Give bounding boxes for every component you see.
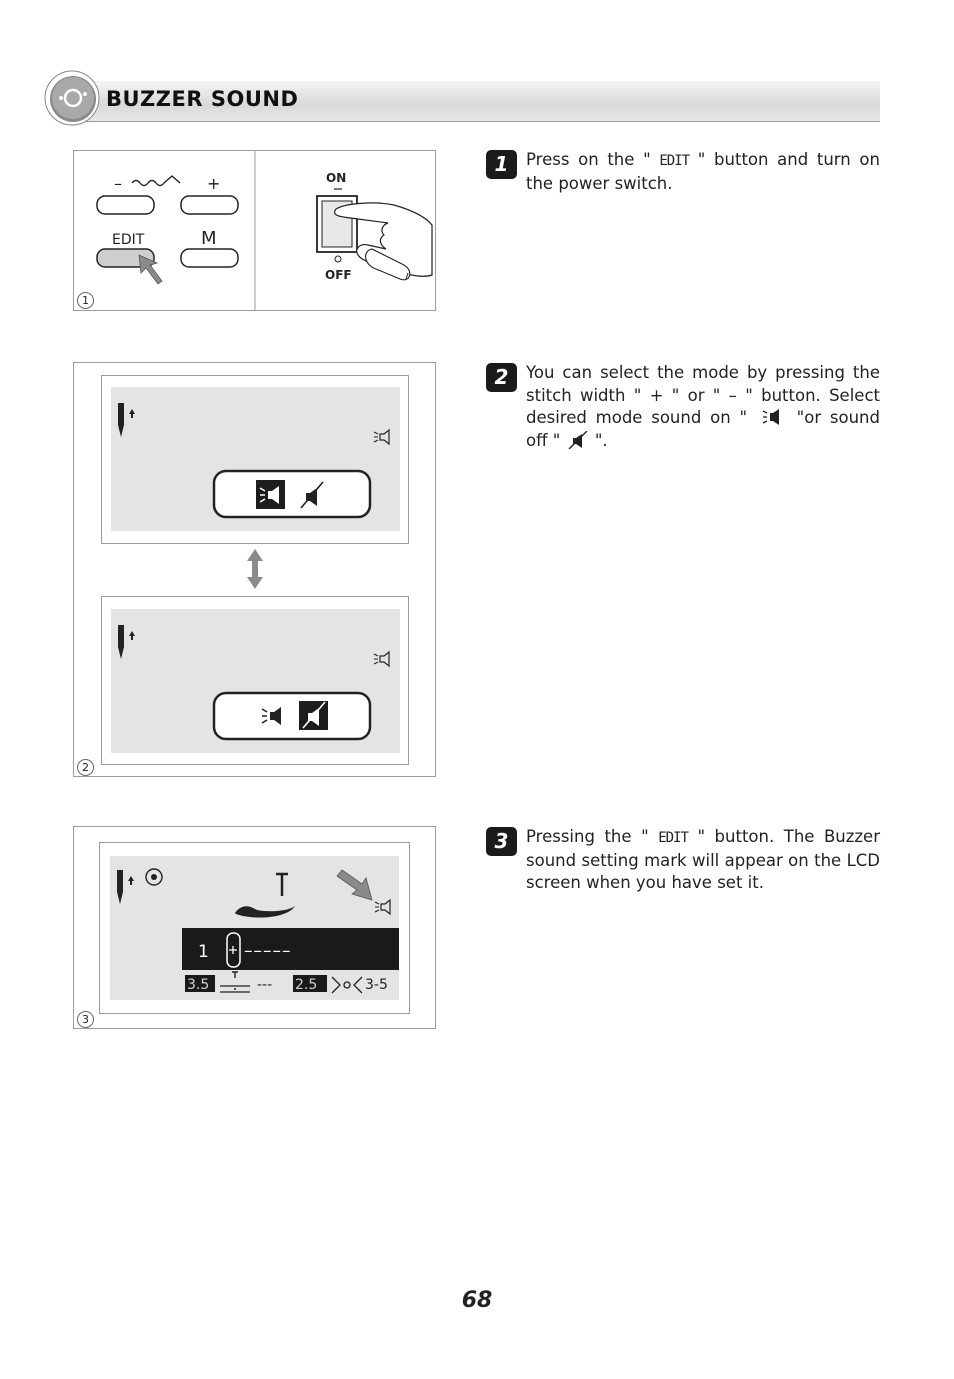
edit-label: EDIT: [112, 232, 145, 248]
step-text: You can select the mode by pressing the stitch width " + " or " – " button. Select desired mode sound on " "or sound off " ".: [526, 363, 880, 450]
speaker-on-icon: [762, 409, 782, 425]
needle-up-icon: [118, 403, 124, 437]
edit-glyph: EDIT: [659, 153, 690, 169]
step-text: Pressing the " EDIT " button. The Buzzer sound setting mark will appear on the LCD screen when you have set it.: [526, 827, 880, 892]
pointer-arrow-icon: [337, 870, 372, 900]
figure-number: 1: [77, 292, 94, 309]
speaker-on-icon: [374, 430, 389, 444]
length-value: 2.5: [295, 977, 318, 993]
plus-button: [181, 196, 238, 214]
step-badge: 1: [486, 150, 517, 179]
speaker-off-icon: [568, 431, 588, 449]
page-number: 68: [461, 1288, 493, 1313]
speaker-on-icon: [375, 900, 390, 914]
figure-3: [73, 826, 436, 1029]
switch-on-label: ON: [326, 171, 347, 185]
lcd-frame-sound-on: [101, 375, 409, 544]
page-title: BUZZER SOUND: [106, 87, 299, 111]
width-value: 3.5: [187, 977, 210, 993]
minus-label: –: [114, 174, 122, 193]
m-label: M: [201, 228, 217, 249]
lcd-screen: [110, 856, 399, 1000]
mode-selector: [214, 471, 370, 517]
step-badge: 3: [486, 827, 517, 856]
dotted-indicator: ---: [257, 977, 273, 993]
section-emblem-icon: [44, 70, 100, 126]
figure-2: [73, 362, 436, 777]
figure-number: 2: [77, 759, 94, 776]
stitch-width-icon: [132, 176, 180, 186]
plus-label: +: [207, 174, 221, 193]
section-header: [44, 70, 880, 126]
pattern-number: 1: [198, 942, 209, 962]
lcd-screen: [111, 387, 400, 531]
figure-1: [73, 150, 436, 311]
lcd-frame-result: [99, 842, 410, 1014]
double-arrow-icon: [245, 549, 265, 589]
foot-pressure-icon: [332, 977, 362, 993]
minus-button: [97, 196, 154, 214]
lcd-frame-sound-off: [101, 596, 409, 765]
figure-1-drawing: [74, 151, 435, 310]
needle-up-icon: [118, 625, 124, 659]
m-button: [181, 249, 238, 267]
edit-glyph: EDIT: [658, 830, 688, 846]
speaker-on-icon: [374, 652, 389, 666]
mode-selector: [214, 693, 370, 739]
pattern-dashes: –––––: [244, 941, 292, 961]
needle-up-icon: [117, 870, 123, 904]
step-badge: 2: [486, 363, 517, 392]
step-text: Press on the " EDIT " button and turn on the power switch.: [526, 150, 880, 193]
lcd-screen: [111, 609, 400, 753]
foot-range: 3-5: [365, 977, 388, 993]
figure-number: 3: [77, 1011, 94, 1028]
switch-off-label: OFF: [325, 268, 352, 282]
presser-foot-small-icon: [220, 972, 250, 992]
presser-foot-icon: [235, 874, 295, 918]
